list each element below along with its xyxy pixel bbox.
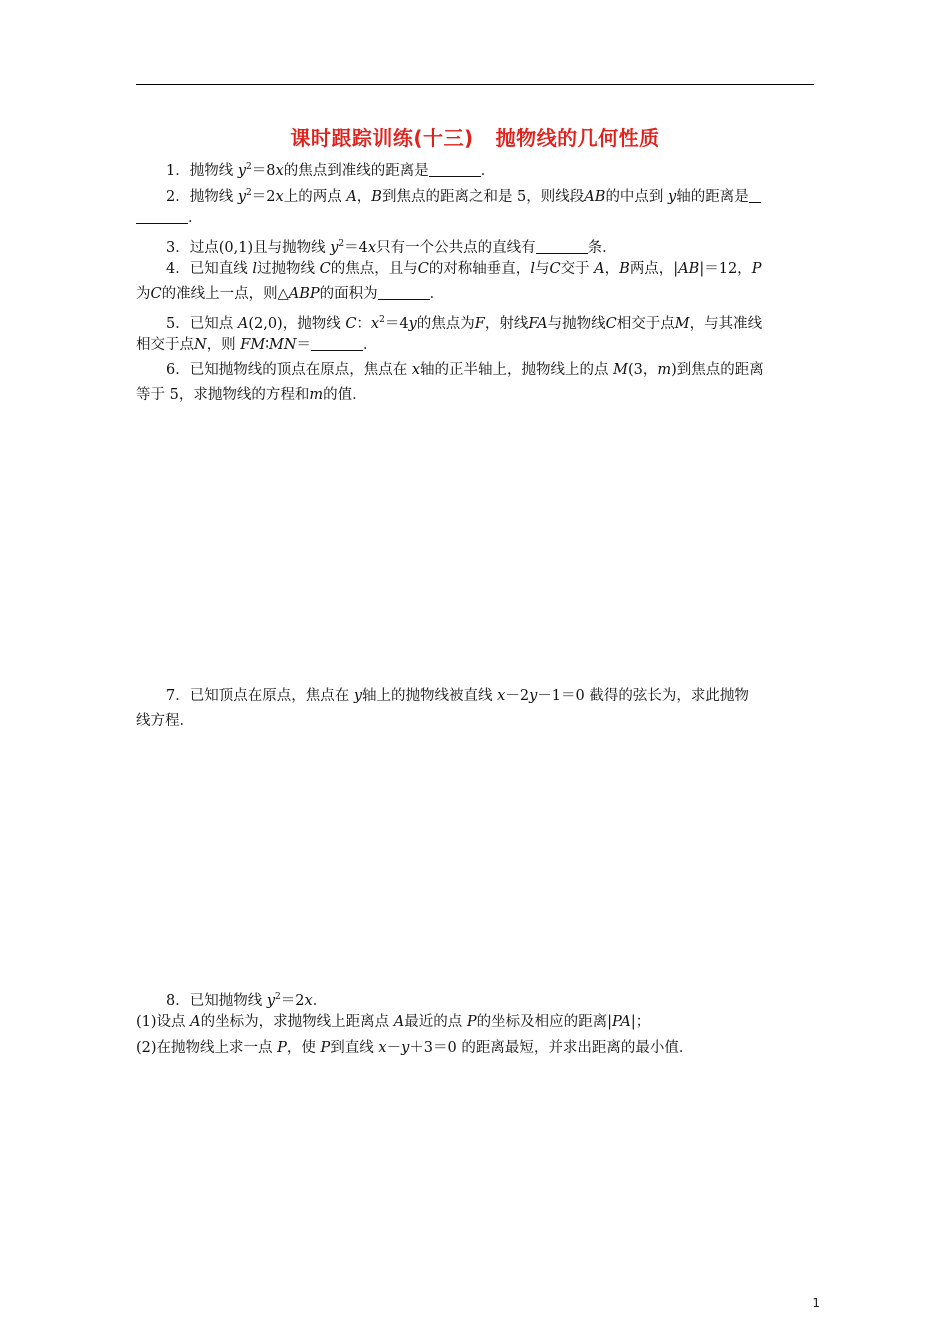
page-title <box>136 122 814 151</box>
question-5-cont: 相交于点N，则 FM∶MN＝ ． <box>136 337 378 353</box>
question-8: 8．已知抛物线 $y^2=2x$． <box>166 992 328 1009</box>
question-2: 2．抛物线 $y^2=2x$上的两点 A，B到焦点的距离之和是 5，则线段AB的中点到 y轴的距离是 <box>136 181 814 210</box>
question-7: 7．已知顶点在原点，焦点在 y轴上的抛物线被直线 x－2y－1＝0 截得的弦长为，求此抛物 <box>166 688 749 704</box>
title-main: 课时跟踪训练(十三) <box>290 126 474 150</box>
page-number: 1 <box>812 1296 820 1310</box>
question-1: 1．抛物线 $y^2=8x$的焦点到准线的距离是 ． <box>166 162 496 179</box>
header-rule <box>136 84 814 85</box>
answer-blank[interactable] <box>378 285 430 300</box>
question-7-cont: 线方程． <box>136 713 194 729</box>
question-5: 5．已知点 A(2,0)，抛物线 C：$x^2=4y$的焦点为F，射线FA与抛物线C相交于点M，与其准线 <box>166 315 763 332</box>
answer-blank[interactable] <box>429 162 481 177</box>
question-4: 4．已知直线 l过抛物线 C的焦点，且与C的对称轴垂直，l与C交于 A，B两点，|AB|＝12，P <box>166 261 762 277</box>
question-4-cont: 为C的准线上一点，则△ABP的面积为 ． <box>136 286 445 302</box>
question-3: 3．过点(0,1)且与抛物线 $y^2=4x$只有一个公共点的直线有 条． <box>166 239 617 256</box>
question-6: 6．已知抛物线的顶点在原点，焦点在 x轴的正半轴上，抛物线上的点 M(3，m)到焦点的距离 <box>166 362 764 378</box>
answer-blank[interactable] <box>536 239 588 254</box>
question-8-part-1: (1)设点 A的坐标为，求抛物线上距离点 A最近的点 P的坐标及相应的距离|PA|； <box>136 1014 651 1030</box>
question-2-cont: ． <box>136 206 814 231</box>
question-6-cont: 等于 5，求抛物线的方程和m的值． <box>136 387 367 403</box>
answer-blank[interactable] <box>136 209 188 224</box>
answer-blank[interactable] <box>749 188 761 203</box>
answer-blank[interactable] <box>311 336 363 351</box>
title-sub: 抛物线的几何性质 <box>495 126 660 150</box>
question-8-part-2: (2)在抛物线上求一点 P，使 P到直线 x－y＋3＝0 的距离最短，并求出距离的最小值． <box>136 1040 694 1056</box>
